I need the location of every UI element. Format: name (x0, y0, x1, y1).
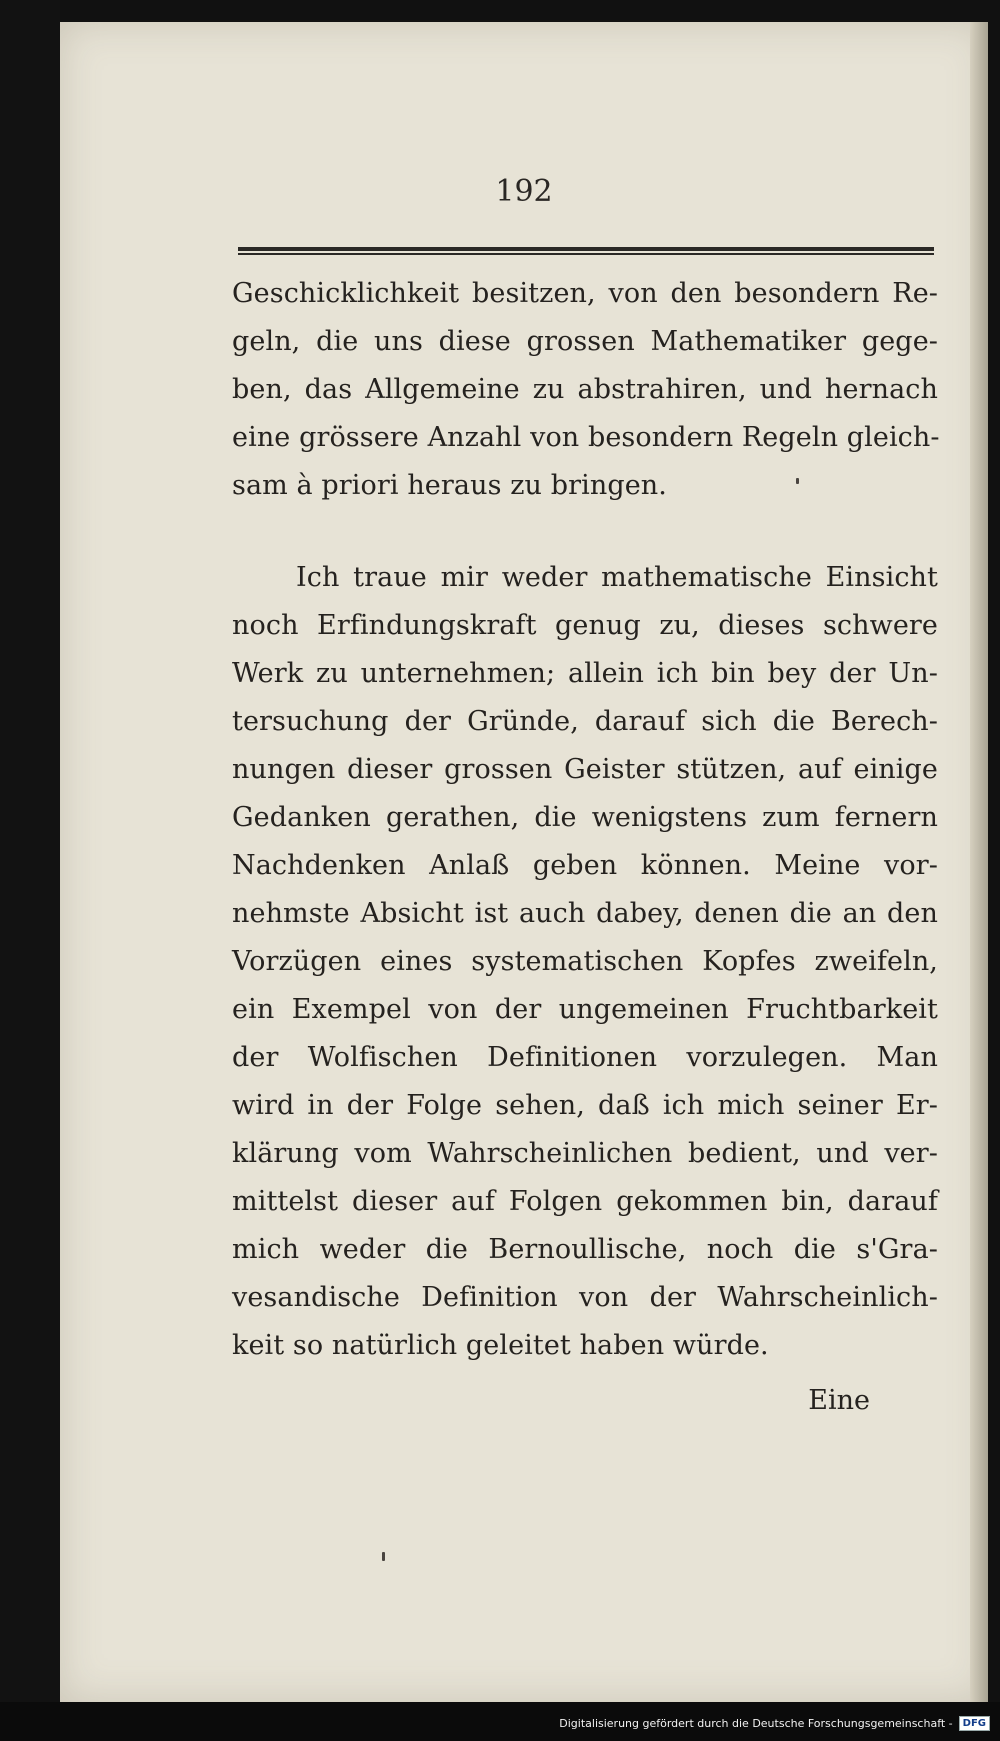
paper-speck (796, 478, 799, 484)
paragraph-1 (232, 270, 938, 510)
text-line: nungen dieser grossen Geister stützen, auf einige (232, 754, 938, 785)
text-line: sam à priori heraus zu bringen. (232, 470, 667, 501)
digitization-credit (559, 1716, 990, 1731)
book-binding-edge (0, 0, 60, 1741)
text-line: eine grössere Anzahl von besondern Regeln gleich- (232, 422, 940, 453)
text-line: Werk zu unternehmen; allein ich bin bey der Un- (232, 658, 938, 689)
header-rule-thin (238, 253, 934, 255)
text-line: klärung vom Wahrscheinlichen bedient, und ver- (232, 1138, 938, 1169)
page-number: 192 (495, 174, 553, 209)
header-rule-thick (238, 247, 934, 251)
book-page (60, 22, 988, 1702)
paragraph-2 (232, 554, 938, 1370)
text-line: noch Erfindungskraft genug zu, dieses schwere (232, 610, 938, 641)
text-line: Ich traue mir weder mathematische Einsicht (296, 562, 938, 593)
credit-text: Digitalisierung gefördert durch die Deutsche Forschungsgemeinschaft - (559, 1717, 953, 1730)
catchword: Eine (808, 1385, 870, 1416)
text-line: geln, die uns diese grossen Mathematiker gege- (232, 326, 938, 357)
text-line: wird in der Folge sehen, daß ich mich seiner Er- (232, 1090, 938, 1121)
text-line: Nachdenken Anlaß geben können. Meine vor- (232, 850, 938, 881)
footer-bar (0, 1702, 1000, 1741)
text-line: tersuchung der Gründe, darauf sich die Berech- (232, 706, 938, 737)
dfg-logo: DFG (959, 1716, 990, 1731)
text-line: Geschicklichkeit besitzen, von den besondern Re- (232, 278, 938, 309)
text-line: ben, das Allgemeine zu abstrahiren, und hernach (232, 374, 938, 405)
text-line: nehmste Absicht ist auch dabey, denen die an den (232, 898, 938, 929)
text-line: Gedanken gerathen, die wenigstens zum fernern (232, 802, 938, 833)
text-line: Vorzügen eines systematischen Kopfes zweifeln, (232, 946, 938, 977)
text-line: mich weder die Bernoullische, noch die s'Gra- (232, 1234, 938, 1265)
text-line: vesandische Definition von der Wahrscheinlich- (232, 1282, 938, 1313)
text-line: der Wolfischen Definitionen vorzulegen. Man (232, 1042, 938, 1073)
text-line: ein Exempel von der ungemeinen Fruchtbarkeit (232, 994, 938, 1025)
paper-speck (382, 1552, 385, 1561)
text-line: mittelst dieser auf Folgen gekommen bin, darauf (232, 1186, 938, 1217)
text-line: keit so natürlich geleitet haben würde. (232, 1330, 769, 1361)
page-edge (970, 22, 988, 1702)
